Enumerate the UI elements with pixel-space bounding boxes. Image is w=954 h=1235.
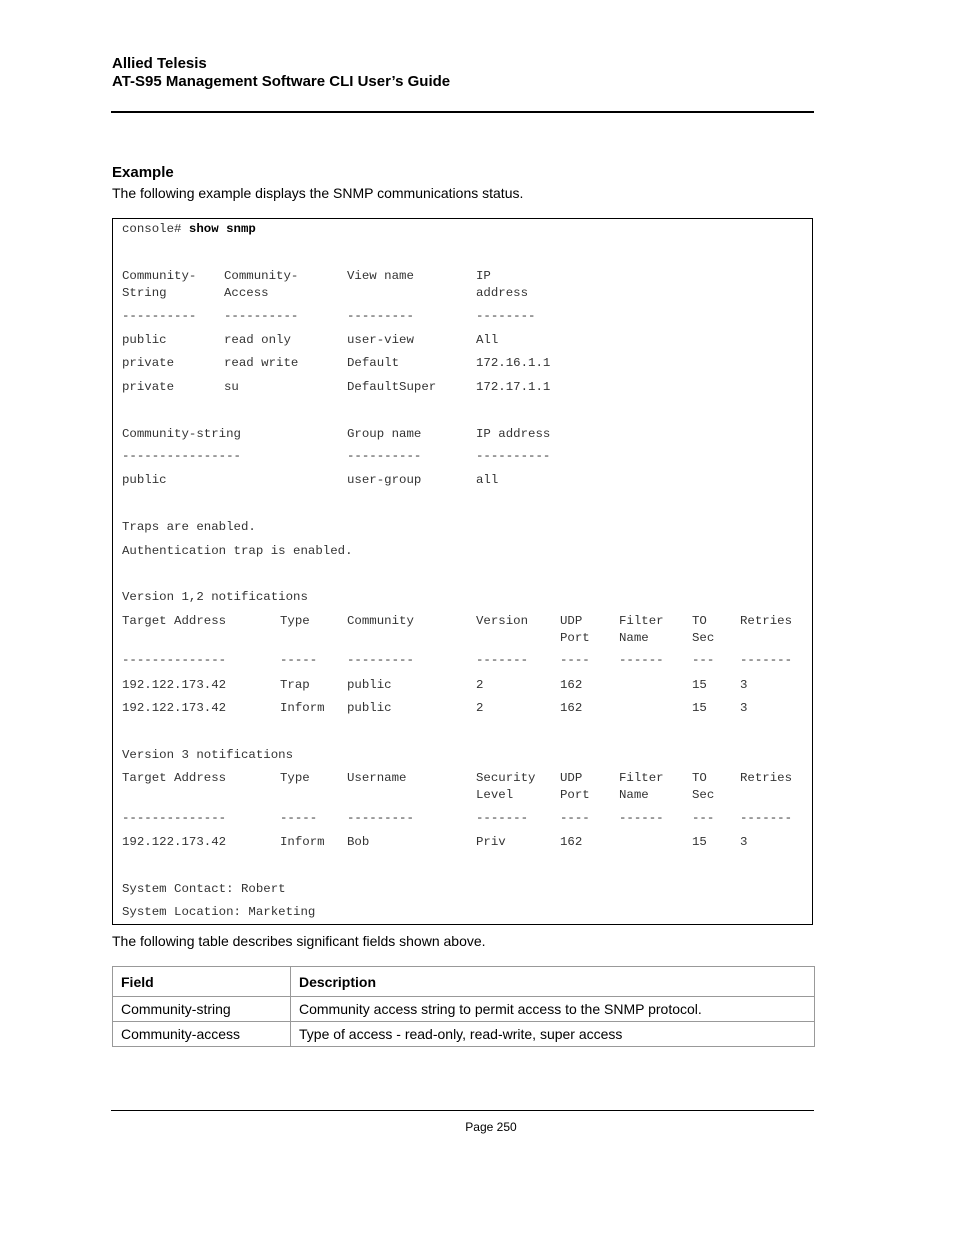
community-cell: read only [224, 333, 291, 347]
v12-cell: 15 [692, 678, 707, 692]
community-header-2b: Access [224, 286, 269, 300]
table-header-row [113, 967, 815, 997]
community-cell: All [476, 333, 499, 347]
v3-dashes: ------ [619, 811, 664, 825]
v3-header: Filter [619, 771, 664, 785]
v12-cell: 2 [476, 678, 484, 692]
community-cell: 172.16.1.1 [476, 356, 551, 370]
company-name: Allied Telesis [112, 55, 207, 72]
community-header-4: IP [476, 269, 491, 283]
v3-dashes: -------------- [122, 811, 227, 825]
v3-cell: Bob [347, 835, 370, 849]
group-cell: public [122, 473, 167, 487]
v12-header: Retries [740, 614, 793, 628]
v12-cell: 3 [740, 701, 748, 715]
v3-dashes: ----- [280, 811, 318, 825]
group-cell: all [476, 473, 499, 487]
prompt: console# [122, 222, 189, 236]
community-header-1b: String [122, 286, 167, 300]
field-header: Field [113, 967, 291, 997]
group-header-1: Community-string [122, 427, 241, 441]
v3-cell: 15 [692, 835, 707, 849]
v12-header: Community [347, 614, 414, 628]
community-cell: 172.17.1.1 [476, 380, 551, 394]
v12-title: Version 1,2 notifications [122, 590, 308, 604]
v12-dashes: ---- [560, 653, 590, 667]
community-dashes-2: ---------- [224, 309, 299, 323]
v12-dashes: -------------- [122, 653, 227, 667]
community-header-2: Community- [224, 269, 299, 283]
v12-cell: public [347, 701, 392, 715]
v12-cell: 192.122.173.42 [122, 701, 227, 715]
group-cell: user-group [347, 473, 422, 487]
v3-header: Port [560, 788, 590, 802]
group-dashes-3: ---------- [476, 449, 551, 463]
community-header-3: View name [347, 269, 414, 283]
header-rule [111, 111, 814, 113]
v12-dashes: --------- [347, 653, 414, 667]
group-header-2: Group name [347, 427, 422, 441]
v12-header: Version [476, 614, 529, 628]
v12-cell: Inform [280, 701, 325, 715]
v3-header: Level [476, 788, 514, 802]
description-cell: Community access string to permit access to the SNMP protocol. [291, 997, 815, 1022]
v12-header: Target Address [122, 614, 227, 628]
v12-header: Type [280, 614, 310, 628]
v12-dashes: ------- [740, 653, 793, 667]
v3-header: TO [692, 771, 707, 785]
community-cell: private [122, 380, 175, 394]
v3-header: Type [280, 771, 310, 785]
community-dashes-4: -------- [476, 309, 536, 323]
v3-header: Target Address [122, 771, 227, 785]
command-line [122, 221, 256, 238]
system-contact: System Contact: Robert [122, 882, 286, 896]
v12-cell: public [347, 678, 392, 692]
group-dashes-1: ---------------- [122, 449, 241, 463]
v12-dashes: ----- [280, 653, 318, 667]
community-cell: user-view [347, 333, 414, 347]
community-cell: read write [224, 356, 299, 370]
intro-paragraph: The following example displays the SNMP communications status. [112, 185, 524, 201]
v12-cell: 15 [692, 701, 707, 715]
v12-dashes: ------- [476, 653, 529, 667]
v3-dashes: ---- [560, 811, 590, 825]
v12-cell: 162 [560, 678, 583, 692]
table-row [113, 997, 815, 1022]
v12-cell: Trap [280, 678, 310, 692]
community-header-1: Community- [122, 269, 197, 283]
v3-cell: Inform [280, 835, 325, 849]
v12-cell: 3 [740, 678, 748, 692]
cli-output-box [112, 218, 813, 925]
guide-title: AT-S95 Management Software CLI User’s Guide [112, 73, 451, 90]
community-dashes-1: ---------- [122, 309, 197, 323]
v3-cell: Priv [476, 835, 506, 849]
v12-header: Filter [619, 614, 664, 628]
v3-header: Name [619, 788, 649, 802]
section-title: Example [112, 164, 174, 181]
v3-dashes: ------- [476, 811, 529, 825]
footer-rule [111, 1110, 814, 1111]
community-cell: private [122, 356, 175, 370]
v3-dashes: --- [692, 811, 715, 825]
group-header-3: IP address [476, 427, 551, 441]
v12-dashes: ------ [619, 653, 664, 667]
table-intro: The following table describes significant fields shown above. [112, 933, 486, 949]
v3-cell: 162 [560, 835, 583, 849]
description-cell: Type of access - read-only, read-write, super access [291, 1022, 815, 1047]
field-cell: Community-access [113, 1022, 291, 1047]
v3-cell: 3 [740, 835, 748, 849]
community-cell: DefaultSuper [347, 380, 437, 394]
system-location: System Location: Marketing [122, 905, 316, 919]
auth-trap-status: Authentication trap is enabled. [122, 544, 353, 558]
v12-header: TO [692, 614, 707, 628]
v3-header: UDP [560, 771, 583, 785]
v3-dashes: ------- [740, 811, 793, 825]
fields-table [112, 966, 815, 1047]
page-number: Page 250 [465, 1120, 517, 1134]
v12-cell: 2 [476, 701, 484, 715]
v3-header: Username [347, 771, 407, 785]
community-cell: public [122, 333, 167, 347]
v12-header: Name [619, 631, 649, 645]
community-dashes-3: --------- [347, 309, 414, 323]
v3-header: Retries [740, 771, 793, 785]
community-cell: Default [347, 356, 400, 370]
group-dashes-2: ---------- [347, 449, 422, 463]
v3-title: Version 3 notifications [122, 748, 294, 762]
v3-header: Sec [692, 788, 715, 802]
community-header-4b: address [476, 286, 529, 300]
v12-header: Port [560, 631, 590, 645]
traps-status: Traps are enabled. [122, 520, 256, 534]
v3-dashes: --------- [347, 811, 414, 825]
description-header: Description [291, 967, 815, 997]
v12-dashes: --- [692, 653, 715, 667]
field-cell: Community-string [113, 997, 291, 1022]
community-cell: su [224, 380, 239, 394]
v3-cell: 192.122.173.42 [122, 835, 227, 849]
command: show snmp [188, 222, 256, 236]
v3-header: Security [476, 771, 536, 785]
v12-cell: 162 [560, 701, 583, 715]
v12-header: UDP [560, 614, 583, 628]
v12-cell: 192.122.173.42 [122, 678, 227, 692]
table-row [113, 1022, 815, 1047]
v12-header: Sec [692, 631, 715, 645]
